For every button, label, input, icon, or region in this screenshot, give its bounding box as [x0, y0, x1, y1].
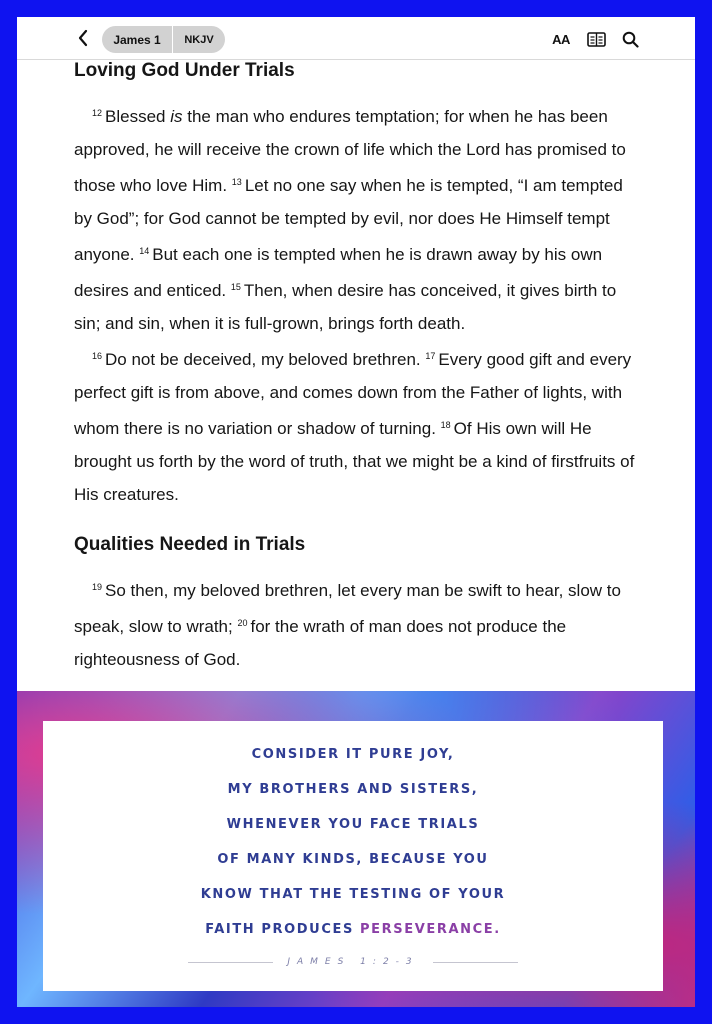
book-chapter-button[interactable]: James 1	[113, 32, 161, 47]
back-button[interactable]	[73, 27, 93, 49]
verse-text[interactable]: Blessed	[105, 107, 171, 126]
verse-image-text: FAITH PRODUCES	[205, 922, 361, 937]
section-heading: Loving God Under Trials	[74, 60, 295, 81]
verse-number[interactable]: 12	[92, 108, 103, 118]
verse-text[interactable]: But each one is tempted when he is drawn away by his own desires and enticed.	[74, 245, 603, 300]
section-heading: Qualities Needed in Trials	[74, 534, 306, 555]
paragraph	[74, 97, 644, 340]
verse-number[interactable]: 20	[237, 618, 248, 628]
font-size-button[interactable]	[551, 29, 571, 49]
verse-image-line: KNOW THAT THE TESTING OF YOUR	[200, 887, 506, 902]
verse-image-line-final	[43, 922, 663, 937]
verse-image-line: MY BROTHERS AND SISTERS,	[227, 782, 479, 797]
divider	[188, 962, 273, 963]
verse-image[interactable]	[17, 691, 695, 1007]
verse-number[interactable]: 14	[139, 246, 150, 256]
verse-image-reference	[43, 954, 663, 970]
verse-number[interactable]: 17	[425, 351, 436, 361]
search-icon	[622, 31, 639, 48]
verse-text[interactable]: Then, when desire has conceived, it gives birth to sin; and sin, when it is full-grown, brings forth death.	[74, 281, 617, 333]
book-version-selector	[102, 26, 225, 53]
search-button[interactable]	[620, 29, 640, 49]
chapter-text	[74, 57, 644, 676]
verse-number[interactable]: 19	[92, 582, 103, 592]
verse-image-line: CONSIDER IT PURE JOY,	[251, 747, 455, 762]
parallel-book-icon	[587, 32, 606, 47]
paragraph	[74, 571, 644, 676]
verse-text[interactable]: Every good gift and every perfect gift is from above, and comes down from the Father of lights, with whom there is no variation or shadow of turning.	[74, 350, 632, 438]
chevron-left-icon	[77, 29, 89, 47]
verse-image-line: WHENEVER YOU FACE TRIALS	[226, 817, 480, 832]
verse-image-accent-word: PERSEVERANCE.	[360, 922, 501, 937]
verse-text[interactable]: Let no one say when he is tempted, “I am tempted by God”; for God cannot be tempted by evil, nor does He Himself tempt anyone.	[74, 176, 623, 264]
parallel-view-button[interactable]	[586, 29, 606, 49]
verse-text[interactable]: So then, my beloved brethren, let every man be swift to hear, slow to speak, slow to wrath;	[74, 581, 621, 636]
verse-image-card	[43, 721, 663, 991]
verse-number[interactable]: 13	[231, 177, 242, 187]
reference-text: JAMES 1:2-3	[287, 957, 419, 967]
verse-text[interactable]: the man who endures temptation; for when he has been approved, he will receive the crown of life which the Lord has promised to those who love Him.	[74, 107, 626, 195]
verse-image-line: OF MANY KINDS, BECAUSE YOU	[217, 852, 489, 867]
divider	[433, 962, 518, 963]
top-navigation-bar	[17, 17, 695, 60]
verse-number[interactable]: 15	[230, 282, 241, 292]
verse-text[interactable]: Do not be deceived, my beloved brethren.	[105, 350, 426, 369]
font-size-icon: AA	[552, 31, 570, 47]
verse-text-italic[interactable]: is	[170, 107, 183, 126]
reader-window	[17, 17, 695, 1007]
verse-text[interactable]: for the wrath of man does not produce the righteousness of God.	[74, 617, 567, 669]
verse-number[interactable]: 16	[92, 351, 103, 361]
paragraph	[74, 340, 644, 511]
verse-text[interactable]: Of His own will He brought us forth by the word of truth, that we might be a kind of firstfruits of His creatures.	[74, 419, 635, 504]
verse-number[interactable]: 18	[440, 420, 451, 430]
version-button[interactable]: NKJV	[184, 33, 214, 46]
